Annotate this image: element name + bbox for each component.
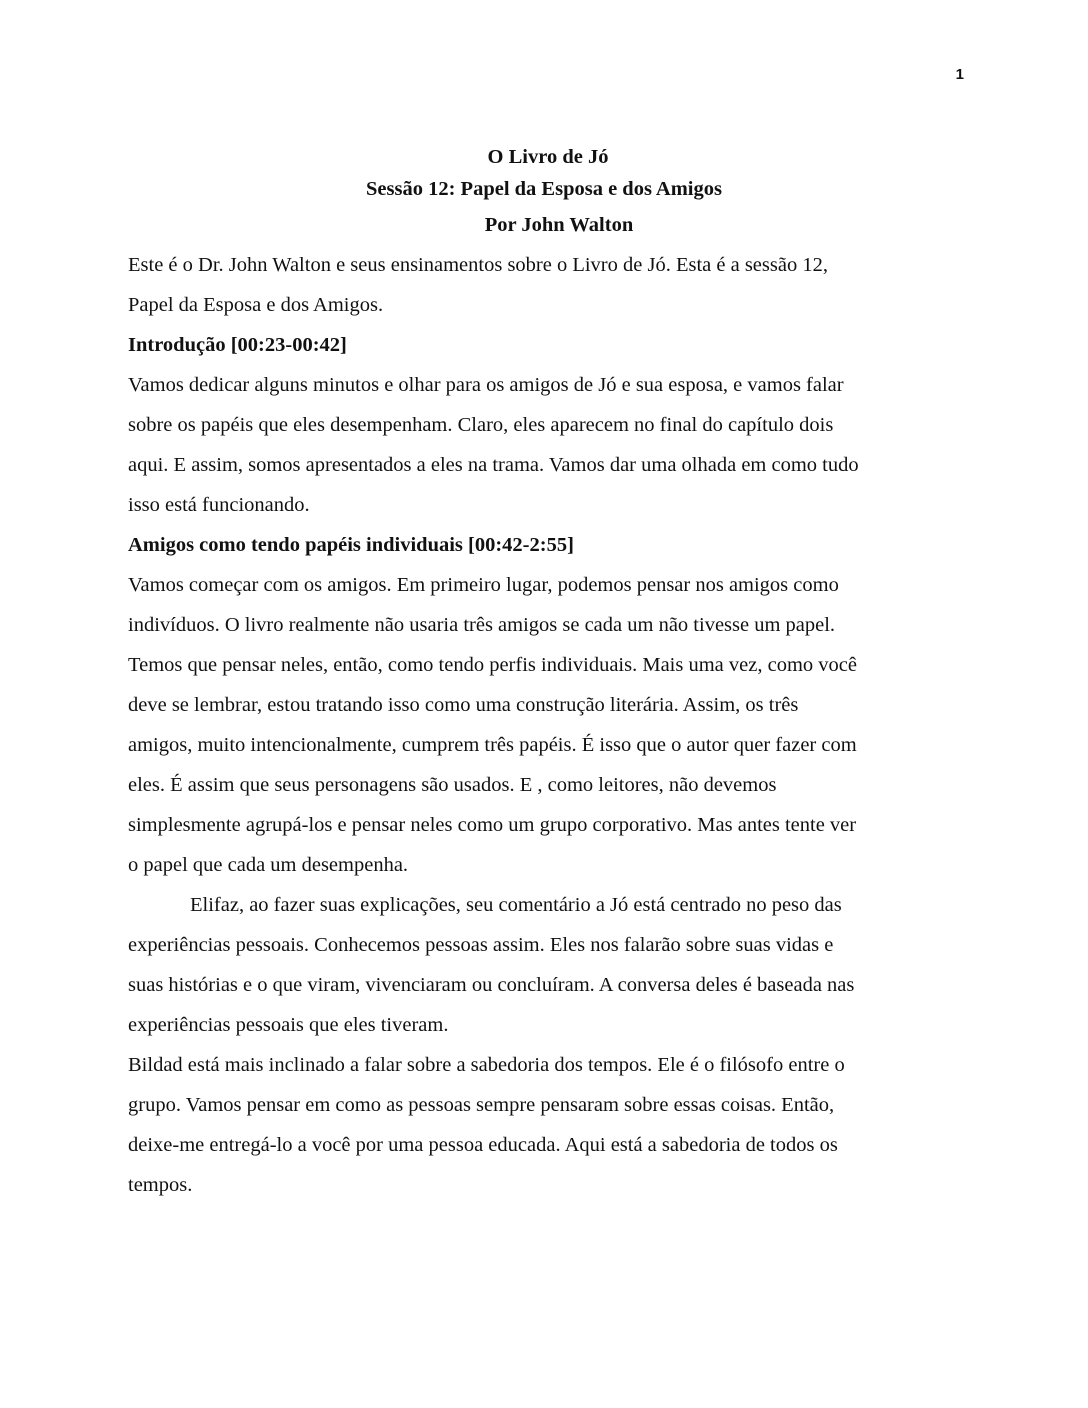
text-line: amigos, muito intencionalmente, cumprem três papéis. É isso que o autor quer fazer com — [128, 734, 857, 756]
text-line: Vamos dedicar alguns minutos e olhar para os amigos de Jó e sua esposa, e vamos falar — [128, 374, 844, 396]
text-line: Bildad está mais inclinado a falar sobre a sabedoria dos tempos. Ele é o filósofo entre o — [128, 1054, 845, 1076]
text-line: experiências pessoais. Conhecemos pessoas assim. Eles nos falarão sobre suas vidas e — [128, 934, 834, 956]
text-line: Elifaz, ao fazer suas explicações, seu comentário a Jó está centrado no peso das — [190, 894, 842, 916]
text-line: Papel da Esposa e dos Amigos. — [128, 294, 384, 316]
document-author: Por John Walton — [484, 214, 634, 236]
text-line: eles. É assim que seus personagens são usados. E , como leitores, não devemos — [128, 774, 777, 796]
text-line: deve se lembrar, estou tratando isso como uma construção literária. Assim, os três — [128, 694, 799, 716]
text-line: suas histórias e o que viram, vivenciaram ou concluíram. A conversa deles é baseada nas — [128, 974, 855, 996]
page-number: 1 — [955, 66, 964, 83]
text-line: tempos. — [128, 1174, 193, 1196]
text-line: experiências pessoais que eles tiveram. — [128, 1014, 449, 1036]
text-line: grupo. Vamos pensar em como as pessoas sempre pensaram sobre essas coisas. Então, — [128, 1094, 835, 1116]
text-line: Vamos começar com os amigos. Em primeiro lugar, podemos pensar nos amigos como — [128, 574, 839, 596]
section-heading-introducao: Introdução [00:23-00:42] — [128, 334, 347, 356]
text-line: sobre os papéis que eles desempenham. Claro, eles aparecem no final do capítulo dois — [128, 414, 834, 436]
text-line: Temos que pensar neles, então, como tendo perfis individuais. Mais uma vez, como você — [128, 654, 857, 676]
text-line: Este é o Dr. John Walton e seus ensinamentos sobre o Livro de Jó. Esta é a sessão 12, — [128, 254, 828, 276]
text-line: deixe-me entregá-lo a você por uma pessoa educada. Aqui está a sabedoria de todos os — [128, 1134, 838, 1156]
text-line: indivíduos. O livro realmente não usaria três amigos se cada um não tivesse um papel. — [128, 614, 836, 636]
document-subtitle: Sessão 12: Papel da Esposa e dos Amigos — [366, 178, 722, 200]
document-title: O Livro de Jó — [487, 146, 609, 168]
section-heading-amigos: Amigos como tendo papéis individuais [00:42-2:55] — [128, 534, 574, 556]
text-line: aqui. E assim, somos apresentados a eles na trama. Vamos dar uma olhada em como tudo — [128, 454, 859, 476]
text-line: o papel que cada um desempenha. — [128, 854, 409, 876]
document-body — [128, 141, 960, 1205]
text-line: simplesmente agrupá-los e pensar neles como um grupo corporativo. Mas antes tente ver — [128, 814, 857, 836]
text-line: isso está funcionando. — [128, 494, 310, 516]
